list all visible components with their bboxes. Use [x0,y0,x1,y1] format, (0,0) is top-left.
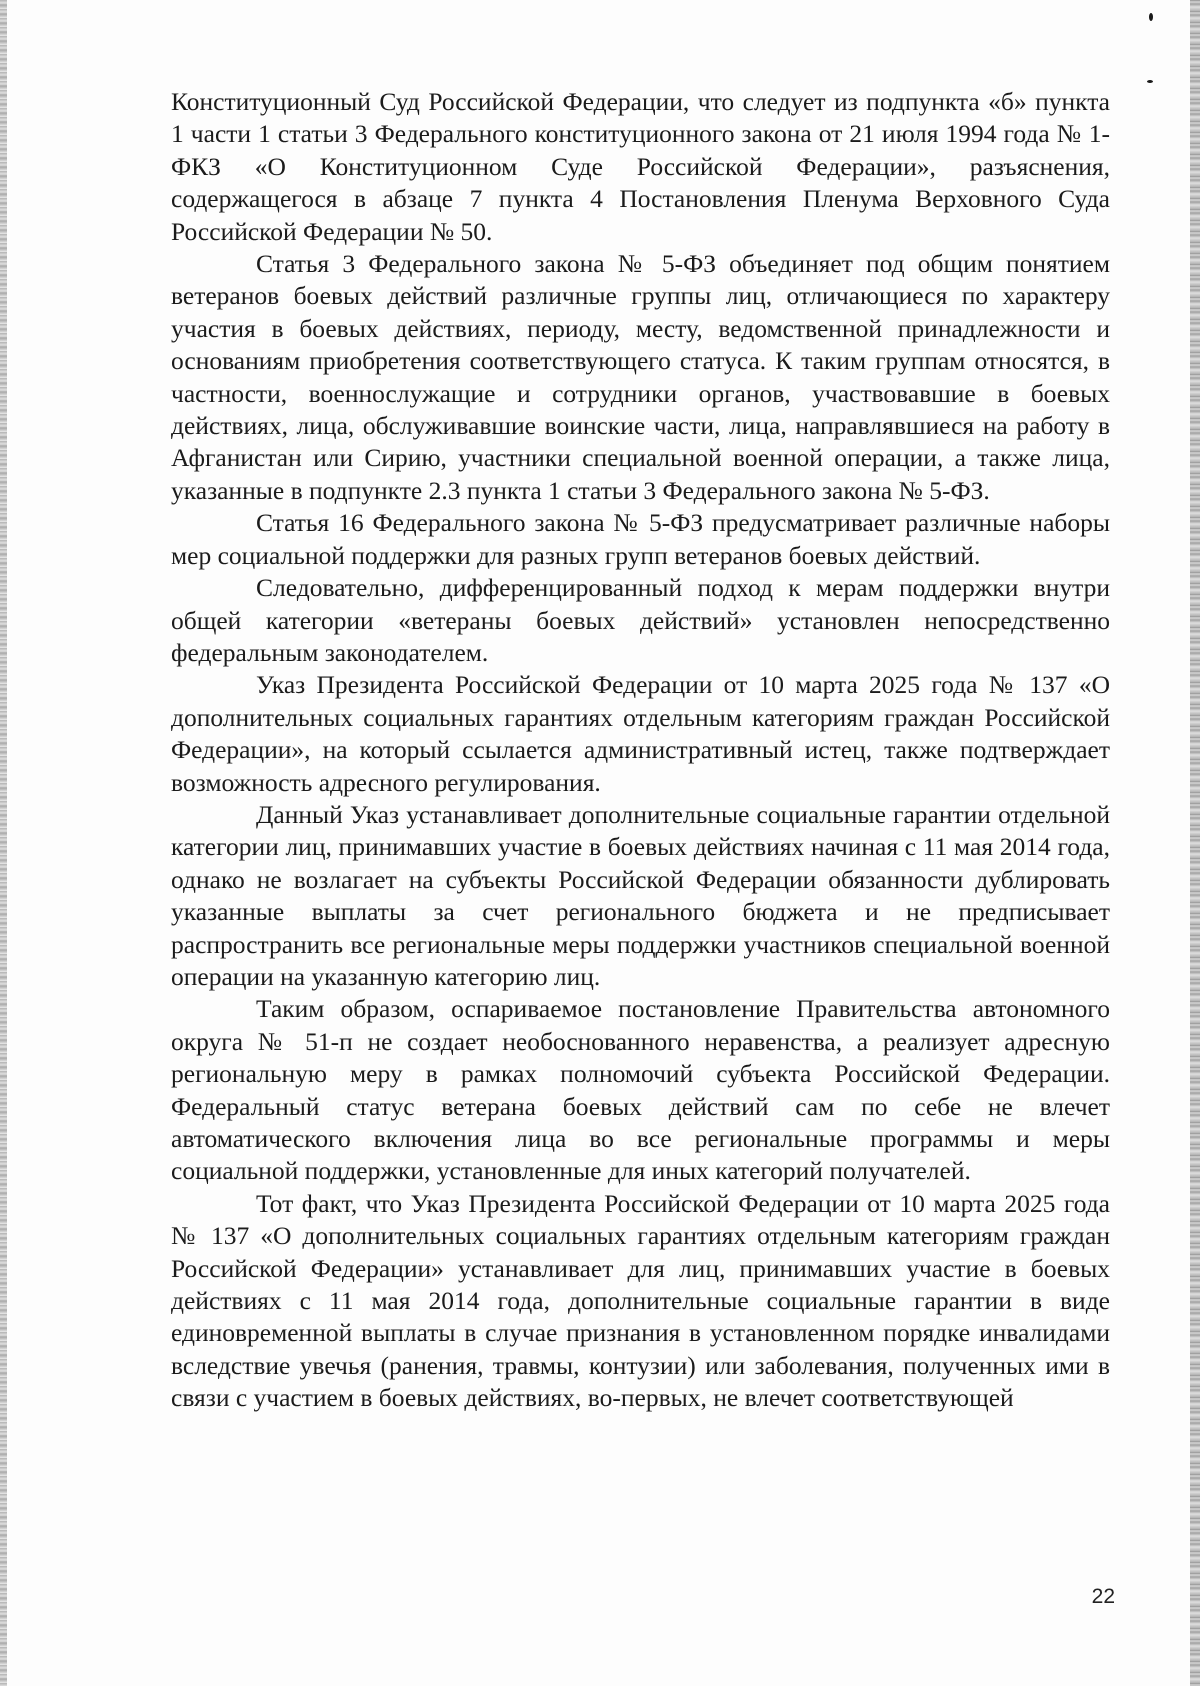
paragraph: Указ Президента Российской Федерации от 10 марта 2025 года № 137 «О дополнительных социальных гарантиях отдельным категориям граждан Российской Федерации», на который ссылается административный истец, также подтверждает возможность адресного регулирования. [171,670,1110,797]
scan-speck [1147,80,1153,83]
paragraph: Данный Указ устанавливает дополнительные социальные гарантии отдельной категории лиц, принимавших участие в боевых действиях начиная с 11 мая 2014 года, однако не возлагает на субъекты Российской Федерации обязанности дублировать указанные выплаты за счет регионального бюджета и не предписывает распространить все региональные меры поддержки участников специальной военной операции на указанную категорию лиц. [171,799,1110,991]
scan-speck [1149,13,1153,21]
scan-edge-right [1190,0,1200,1686]
paragraph: Статья 3 Федерального закона № 5-ФЗ объединяет под общим понятием ветеранов боевых действий различные группы лиц, отличающиеся по характеру участия в боевых действиях, периоду, месту, ведомственной принадлежности и основаниям приобретения соответствующего статуса. К таким группам относятся, в частности, военнослужащие и сотрудники органов, участвовавшие в боевых действиях, лица, обслуживавшие воинские части, лица, направлявшиеся на работу в Афганистан или Сирию, участники специальной военной операции, а также лица, указанные в подпункте 2.3 пункта 1 статьи 3 Федерального закона № 5-ФЗ. [171,249,1110,505]
paragraph: Тот факт, что Указ Президента Российской Федерации от 10 марта 2025 года № 137 «О дополнительных социальных гарантиях отдельным категориям граждан Российской Федерации» устанавливает для лиц, принимавших участие в боевых действиях с 11 мая 2014 года, дополнительные социальные гарантии в виде единовременной выплаты в случае признания в установленном порядке инвалидами вследствие увечья (ранения, травмы, контузии) или заболевания, полученных ими в связи с участием в боевых действиях, во-первых, не влечет соответствующей [171,1188,1110,1413]
paragraph: Конституционный Суд Российской Федерации, что следует из подпункта «б» пункта 1 части 1 статьи 3 Федерального конституционного закона от 21 июля 1994 года № 1-ФКЗ «О Конституционном Суде Российской Федерации», разъяснения, содержащегося в абзаце 7 пункта 4 Постановления Пленума Верховного Суда Российской Федерации № 50. [171,87,1110,246]
paragraph: Таким образом, оспариваемое постановление Правительства автономного округа № 51-п не создает необоснованного неравенства, а реализует адресную региональную меру в рамках полномочий субъекта Российской Федерации. Федеральный статус ветерана боевых действий сам по себе не влечет автоматического включения лица во все региональные программы и меры социальной поддержки, установленные для иных категорий получателей. [171,994,1110,1186]
paragraph: Следовательно, дифференцированный подход к мерам поддержки внутри общей категории «ветераны боевых действий» установлен непосредственно федеральным законодателем. [171,573,1110,667]
document-body [171,86,1110,1415]
page-number: 22 [1091,1585,1115,1608]
scan-edge-left [0,0,7,1686]
paragraph: Статья 16 Федерального закона № 5-ФЗ предусматривает различные наборы мер социальной поддержки для разных групп ветеранов боевых действий. [171,508,1110,570]
